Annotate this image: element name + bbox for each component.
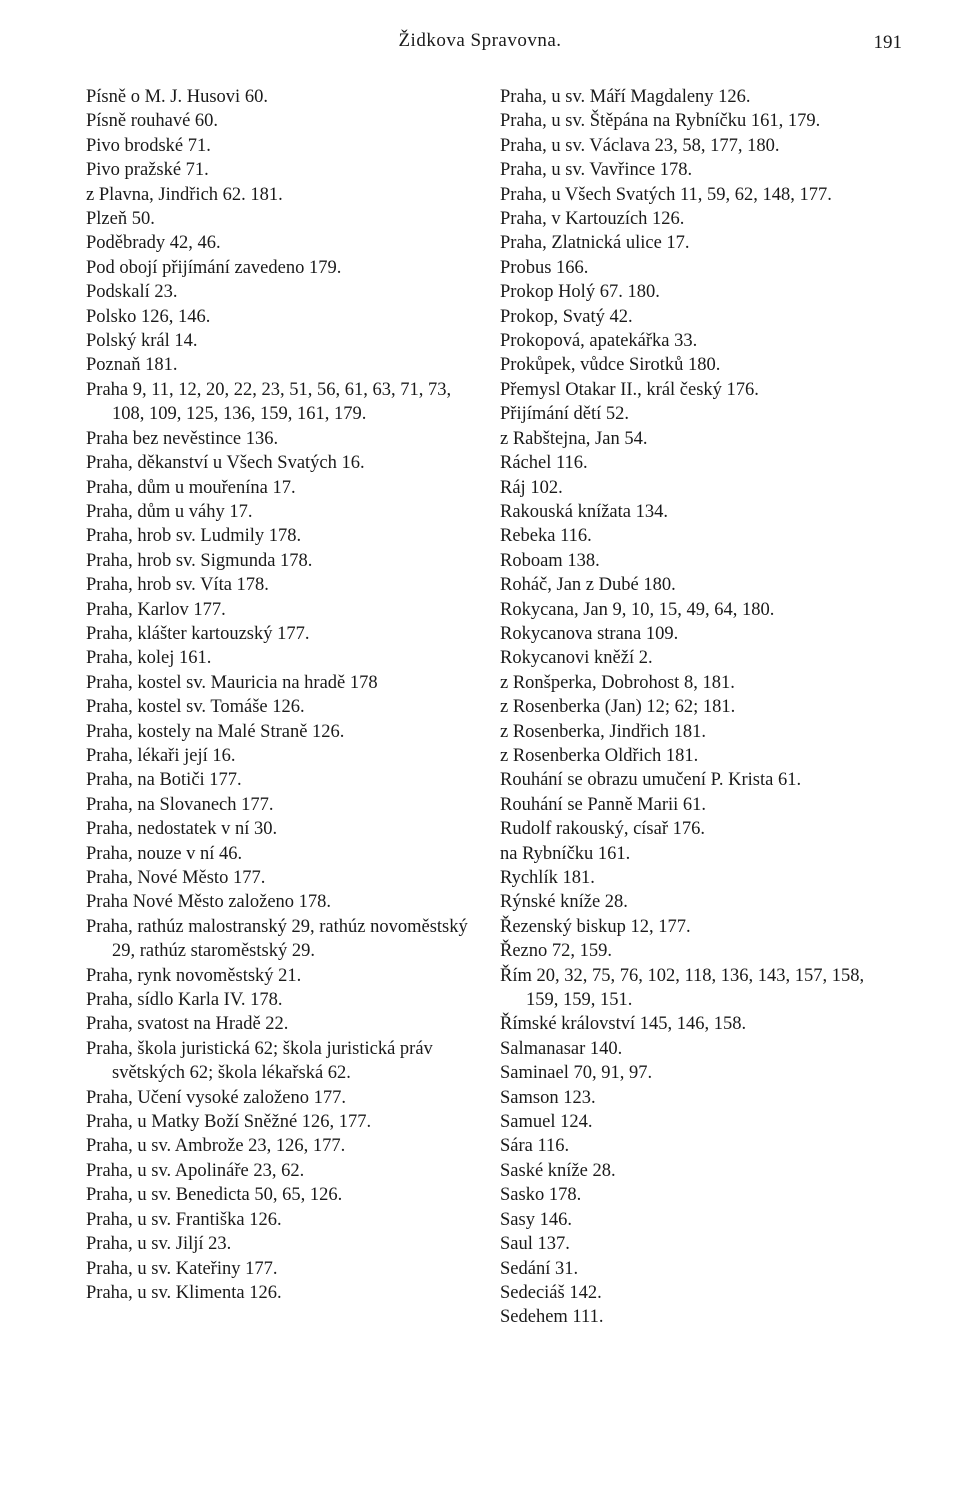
index-entry: Rokycanovi kněží 2. (500, 648, 653, 669)
index-entry: Praha, nedostatek v ní 30. (86, 819, 278, 840)
index-entry: Praha, kolej 161. (86, 648, 212, 669)
index-entry: Rudolf rakouský, císař 176. (500, 819, 706, 840)
index-entry: Praha, u sv. Kateřiny 177. (86, 1258, 278, 1279)
index-entry: Praha, Nové Město 177. (86, 868, 266, 888)
index-entry: Praha, hrob sv. Sigmunda 178. (86, 550, 313, 571)
index-entry: Praha, u Matky Boží Sněžné 126, 177. (86, 1112, 372, 1133)
index-entry: Praha, hrob sv. Víta 178. (86, 575, 269, 596)
index-entry: Praha, Učení vysoké založeno 177. (86, 1087, 346, 1108)
index-entry: Probus 166. (500, 257, 589, 278)
index-entry: z Plavna, Jindřich 62. 181. (86, 184, 283, 205)
index-entry: Praha, klášter kartouzský 177. (86, 623, 310, 644)
index-entry: z Ronšperka, Dobrohost 8, 181. (500, 672, 735, 693)
index-entry: Rakouská knížata 134. (500, 501, 668, 522)
index-entry: Poznaň 181. (86, 355, 178, 376)
index-entry: Rychlík 181. (500, 868, 595, 888)
index-entry: Praha, dům u mouřenína 17. (86, 477, 296, 498)
index-entry: Sedání 31. (500, 1258, 579, 1279)
index-entry: Přemysl Otakar II., král český 176. (500, 379, 759, 400)
index-entry: Sedehem 111. (500, 1307, 604, 1328)
index-entry: Salmanasar 140. (500, 1038, 623, 1059)
index-entry: Praha, u sv. Františka 126. (86, 1209, 282, 1230)
index-entry: Rokycana, Jan 9, 10, 15, 49, 64, 180. (500, 599, 775, 620)
index-entry: Rokycanova strana 109. (500, 623, 679, 644)
index-entry: z Rabštejna, Jan 54. (500, 428, 648, 449)
index-column-left (86, 85, 486, 1305)
index-entry: Samuel 124. (500, 1112, 593, 1133)
index-entry: Praha, u sv. Jiljí 23. (86, 1234, 232, 1255)
index-entry: Pod obojí přijímání zavedeno 179. (86, 257, 342, 278)
index-entry: Rouhání se obrazu umučení P. Krista 61. (500, 770, 802, 791)
index-entry: Roháč, Jan z Dubé 180. (500, 575, 676, 596)
index-entry: z Rosenberka (Jan) 12; 62; 181. (500, 697, 736, 718)
index-entry: Římské království 145, 146, 158. (500, 1014, 747, 1035)
index-entry: Roboam 138. (500, 550, 600, 571)
page-number: 191 (873, 32, 902, 53)
index-entry: Praha, rathúz malostranský 29, rathúz novoměstský 29, rathúz staroměstský 29. (86, 916, 468, 962)
index-entry: Písně rouhavé 60. (86, 111, 219, 132)
index-entry: Plzeň 50. (86, 209, 155, 230)
index-column-right (500, 85, 900, 1330)
index-entry: Prokop, Svatý 42. (500, 306, 633, 327)
index-entry: Prokop Holý 67. 180. (500, 282, 660, 303)
index-entry: Ráchel 116. (500, 453, 588, 474)
index-entry: Sára 116. (500, 1136, 570, 1157)
index-entry: Praha Nové Město založeno 178. (86, 892, 332, 913)
index-entry: Praha, Karlov 177. (86, 599, 226, 620)
index-entry: Praha, u sv. Apolináře 23, 62. (86, 1160, 305, 1181)
index-entry: Rouhání se Panně Marii 61. (500, 794, 707, 815)
index-entry: Sedeciáš 142. (500, 1282, 602, 1303)
index-entry: Řezenský biskup 12, 177. (500, 916, 691, 937)
index-entry: Řím 20, 32, 75, 76, 102, 118, 136, 143, 157, 158, 159, 159, 151. (500, 965, 865, 1011)
index-entry: Podskalí 23. (86, 282, 178, 303)
index-entry: Samson 123. (500, 1087, 596, 1108)
index-entry: Praha, sídlo Karla IV. 178. (86, 990, 283, 1011)
index-entry: Pivo pražské 71. (86, 160, 209, 181)
index-entry: Sasko 178. (500, 1185, 582, 1206)
index-entry: Saminael 70, 91, 97. (500, 1063, 653, 1084)
index-entry: Polský král 14. (86, 331, 198, 352)
index-entry: Praha, hrob sv. Ludmily 178. (86, 526, 302, 547)
index-entry: Praha, u sv. Klimenta 126. (86, 1282, 282, 1303)
index-entry: Prokopová, apatekářka 33. (500, 331, 698, 352)
index-entry: Praha, u sv. Václava 23, 58, 177, 180. (500, 135, 780, 156)
index-entry: Ráj 102. (500, 477, 563, 498)
index-entry: Praha, rynk novoměstský 21. (86, 965, 302, 986)
index-entry: Praha, Zlatnická ulice 17. (500, 233, 690, 254)
index-entry: z Rosenberka Oldřich 181. (500, 745, 699, 766)
index-entry: Praha, kostel sv. Mauricia na hradě 178 (86, 672, 378, 693)
index-entry: Praha, děkanství u Všech Svatých 16. (86, 453, 365, 474)
index-entry: Praha, u sv. Máří Magdaleny 126. (500, 87, 751, 107)
index-entry: Písně o M. J. Husovi 60. (86, 87, 268, 107)
index-entry: Praha, v Kartouzích 126. (500, 209, 685, 230)
index-entry: Saul 137. (500, 1234, 570, 1255)
index-entry: Praha, u sv. Ambrože 23, 126, 177. (86, 1136, 346, 1157)
index-entry: Praha, svatost na Hradě 22. (86, 1014, 289, 1035)
index-entry: Praha, na Slovanech 177. (86, 794, 274, 815)
index-entry: Praha bez nevěstince 136. (86, 428, 279, 449)
index-entry: Praha, škola juristická 62; škola juristická práv světských 62; škola lékařská 62. (86, 1038, 433, 1084)
index-entry: Řezno 72, 159. (500, 941, 613, 962)
index-entry: Pivo brodské 71. (86, 135, 211, 156)
index-entry: Saské kníže 28. (500, 1160, 616, 1181)
index-entry: Rýnské kníže 28. (500, 892, 628, 913)
index-entry: Praha, u Všech Svatých 11, 59, 62, 148, 177. (500, 184, 832, 205)
index-entry: na Rybníčku 161. (500, 843, 631, 864)
index-entry: Praha, dům u váhy 17. (86, 501, 253, 522)
index-entry: Praha, kostel sv. Tomáše 126. (86, 697, 305, 718)
index-entry: Praha, u sv. Benedicta 50, 65, 126. (86, 1185, 343, 1206)
index-entry: Praha, kostely na Malé Straně 126. (86, 721, 345, 742)
index-entry: Prokůpek, vůdce Sirotků 180. (500, 355, 721, 376)
index-entry: Sasy 146. (500, 1209, 572, 1230)
running-title: Židkova Spravovna. (398, 30, 562, 51)
index-entry: z Rosenberka, Jindřich 181. (500, 721, 707, 742)
index-entry: Rebeka 116. (500, 526, 592, 547)
index-entry: Praha, lékaři její 16. (86, 745, 236, 766)
index-entry: Polsko 126, 146. (86, 306, 211, 327)
index-entry: Praha, na Botiči 177. (86, 770, 242, 791)
index-entry: Přijímání dětí 52. (500, 404, 629, 425)
index-entry: Praha, nouze v ní 46. (86, 843, 243, 864)
index-entry: Poděbrady 42, 46. (86, 233, 221, 254)
index-entry: Praha, u sv. Vavřince 178. (500, 160, 693, 181)
index-entry: Praha 9, 11, 12, 20, 22, 23, 51, 56, 61, 63, 71, 73, 108, 109, 125, 136, 159, 161, 179. (86, 379, 452, 425)
index-entry: Praha, u sv. Štěpána na Rybníčku 161, 179. (500, 111, 821, 132)
